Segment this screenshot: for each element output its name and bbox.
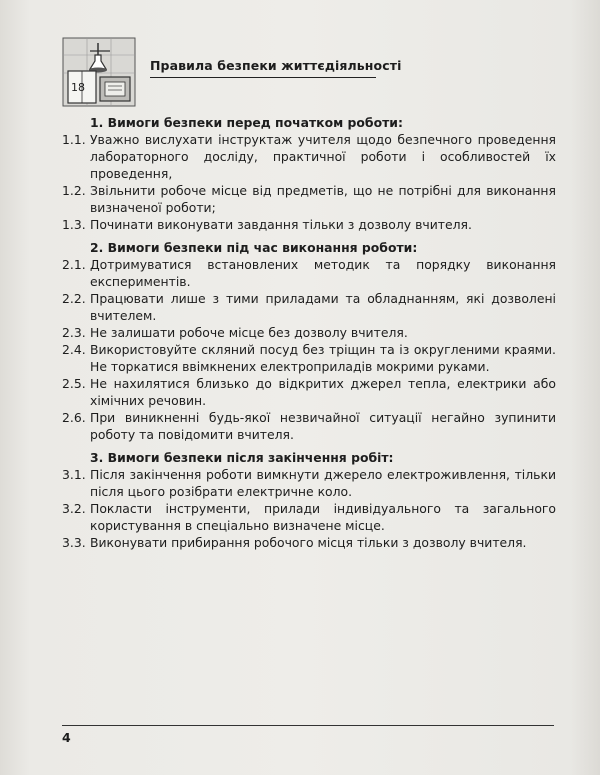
section-during-work	[62, 239, 556, 443]
item-text: При виникненні будь-якої незвичайної ситуації негайно зупинити роботу та повідомити вчителя.	[90, 410, 556, 442]
item-text: Використовуйте скляний посуд без тріщин та із округленими краями. Не торкатися ввімкнених електроприладів мокрими руками.	[90, 342, 556, 374]
rules-content	[62, 108, 556, 551]
list-item	[62, 375, 556, 409]
item-number: 2.6.	[62, 410, 86, 425]
item-text: Звільнити робоче місце від предметів, що не потрібні для виконання визначеної роботи;	[90, 183, 556, 215]
list-item	[62, 341, 556, 375]
item-text: Після закінчення роботи вимкнути джерело електроживлення, тільки після цього розібрати електричне коло.	[90, 467, 556, 499]
item-number: 3.3.	[62, 535, 86, 550]
item-text: Починати виконувати завдання тільки з дозволу вчителя.	[90, 217, 472, 232]
item-number: 1.2.	[62, 183, 86, 198]
item-number: 2.1.	[62, 257, 86, 272]
item-text: Не нахилятися близько до відкритих джерел тепла, електрики або хімічних речовин.	[90, 376, 556, 408]
item-text: Покласти інструменти, прилади індивідуального та загального користування в спеціально визначене місце.	[90, 501, 556, 533]
item-number: 2.5.	[62, 376, 86, 391]
item-number: 2.4.	[62, 342, 86, 357]
list-item	[62, 409, 556, 443]
list-item	[62, 182, 556, 216]
svg-text:18: 18	[71, 81, 85, 94]
item-number: 2.3.	[62, 325, 86, 340]
page-title: Правила безпеки життєдіяльності	[150, 58, 402, 73]
section-heading: 2. Вимоги безпеки під час виконання роботи:	[90, 240, 418, 255]
list-item	[62, 131, 556, 182]
list-item	[62, 500, 556, 534]
section-heading: 3. Вимоги безпеки після закінчення робіт:	[90, 450, 394, 465]
list-item	[62, 324, 556, 341]
item-text: Дотримуватися встановлених методик та порядку виконання експериментів.	[90, 257, 556, 289]
section-heading: 1. Вимоги безпеки перед початком роботи:	[90, 115, 403, 130]
list-item	[62, 256, 556, 290]
item-number: 1.3.	[62, 217, 86, 232]
list-item	[62, 290, 556, 324]
footer-rule	[62, 725, 554, 726]
section-after-work	[62, 449, 556, 551]
item-number: 1.1.	[62, 132, 86, 147]
page-number: 4	[62, 730, 71, 745]
item-number: 3.1.	[62, 467, 86, 482]
item-text: Працювати лише з тими приладами та обладнанням, які дозволені вчителем.	[90, 291, 556, 323]
item-number: 3.2.	[62, 501, 86, 516]
section-before-work	[62, 114, 556, 233]
title-underline	[150, 77, 376, 78]
list-item	[62, 466, 556, 500]
item-text: Не залишати робоче місце без дозволу вчителя.	[90, 325, 408, 340]
list-item	[62, 216, 556, 233]
lab-equipment-icon	[62, 37, 136, 107]
item-number: 2.2.	[62, 291, 86, 306]
item-text: Уважно вислухати інструктаж учителя щодо безпечного проведення лабораторного досліду, практичної роботи і особливостей їх проведення,	[90, 132, 556, 181]
item-text: Виконувати прибирання робочого місця тільки з дозволу вчителя.	[90, 535, 527, 550]
list-item	[62, 534, 556, 551]
